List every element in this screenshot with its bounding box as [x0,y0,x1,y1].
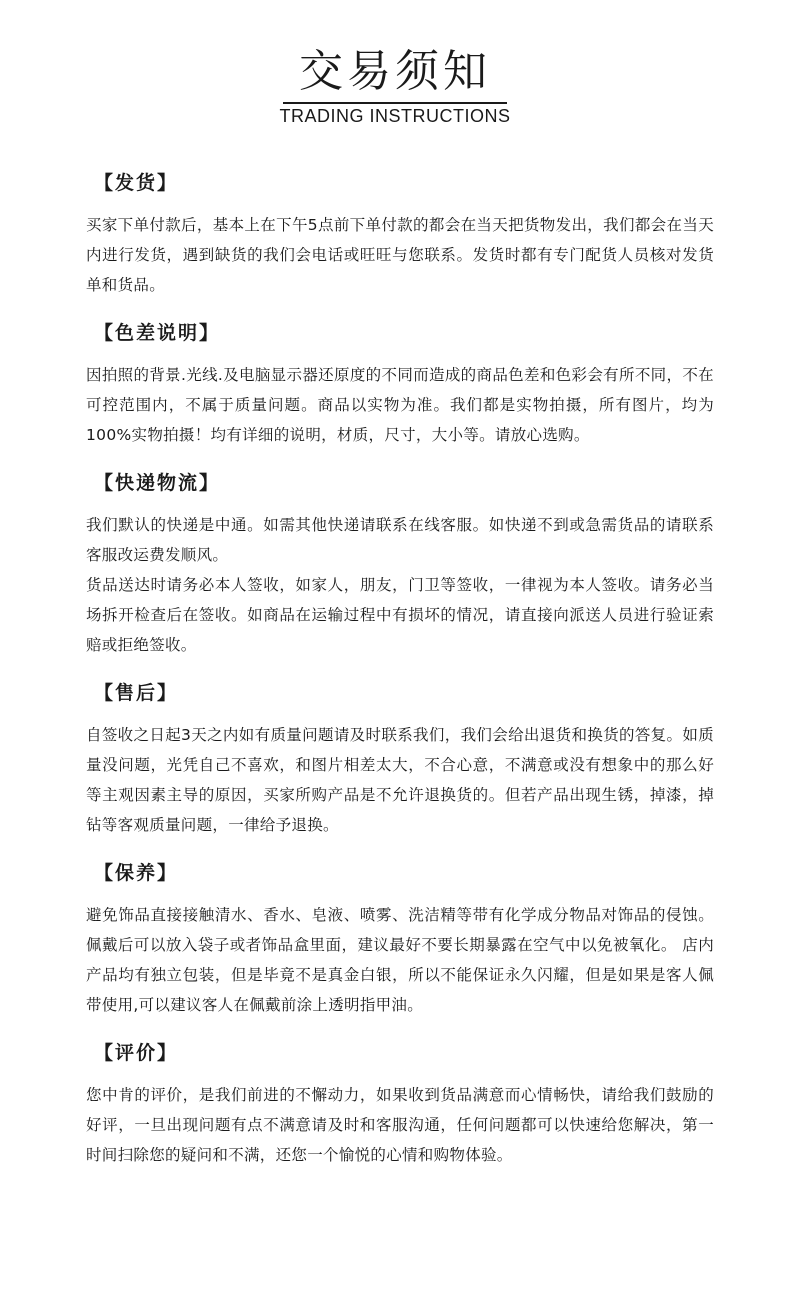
section-care [86,858,714,1020]
section-heading: 【保养】 [94,862,179,884]
section-paragraph: 我们默认的快递是中通。如需其他快递请联系在线客服。如快递不到或急需货品的请联系客服改运费发顺风。 [86,516,714,564]
section-logistics [86,468,714,660]
section-shipping [86,168,714,300]
section-paragraph: 因拍照的背景.光线.及电脑显示器还原度的不同而造成的商品色差和色彩会有所不同，不在可控范围内，不属于质量问题。商品以实物为准。我们都是实物拍摄，所有图片，均为100%实物拍摄！均有详细的说明，材质，尺寸，大小等。请放心选购。 [86,366,714,444]
page-header [0,44,790,127]
section-after-sales [86,678,714,840]
section-paragraph: 您中肯的评价，是我们前进的不懈动力，如果收到货品满意而心情畅快，请给我们鼓励的好评，一旦出现问题有点不满意请及时和客服沟通，任何问题都可以快速给您解决，第一时间扫除您的疑问和不满，还您一个愉悦的心情和购物体验。 [86,1086,714,1164]
page-subtitle: TRADING INSTRUCTIONS [279,106,511,126]
section-paragraph: 货品送达时请务必本人签收，如家人，朋友，门卫等签收，一律视为本人签收。请务必当场拆开检查后在签收。如商品在运输过程中有损坏的情况，请直接向派送人员进行验证索赔或拒绝签收。 [86,576,714,654]
section-color-difference [86,318,714,450]
instructions-content [86,168,714,1188]
section-heading: 【快递物流】 [94,472,221,494]
section-heading: 【售后】 [94,682,179,704]
section-heading: 【评价】 [94,1042,179,1064]
section-paragraph: 避免饰品直接接触清水、香水、皂液、喷雾、洗洁精等带有化学成分物品对饰品的侵蚀。佩戴后可以放入袋子或者饰品盒里面，建议最好不要长期暴露在空气中以免被氧化。 店内产品均有独立包装，但是毕竟不是真金白银，所以不能保证永久闪耀，但是如果是客人佩带使用,可以建议客人在佩戴前涂上透明指甲油。 [86,906,714,1014]
section-heading: 【发货】 [94,172,179,194]
section-paragraph: 自签收之日起3天之内如有质量问题请及时联系我们，我们会给出退货和换货的答复。如质量没问题，光凭自己不喜欢，和图片相差太大，不合心意，不满意或没有想象中的那么好等主观因素主导的原因，买家所购产品是不允许退换货的。但若产品出现生锈，掉漆，掉钻等客观质量问题，一律给予退换。 [86,726,714,834]
title-divider [283,102,507,104]
section-paragraph: 买家下单付款后，基本上在下午5点前下单付款的都会在当天把货物发出，我们都会在当天内进行发货，遇到缺货的我们会电话或旺旺与您联系。发货时都有专门配货人员核对发货单和货品。 [86,216,714,294]
section-reviews [86,1038,714,1170]
section-heading: 【色差说明】 [94,322,221,344]
page-title: 交易须知 [299,46,491,97]
